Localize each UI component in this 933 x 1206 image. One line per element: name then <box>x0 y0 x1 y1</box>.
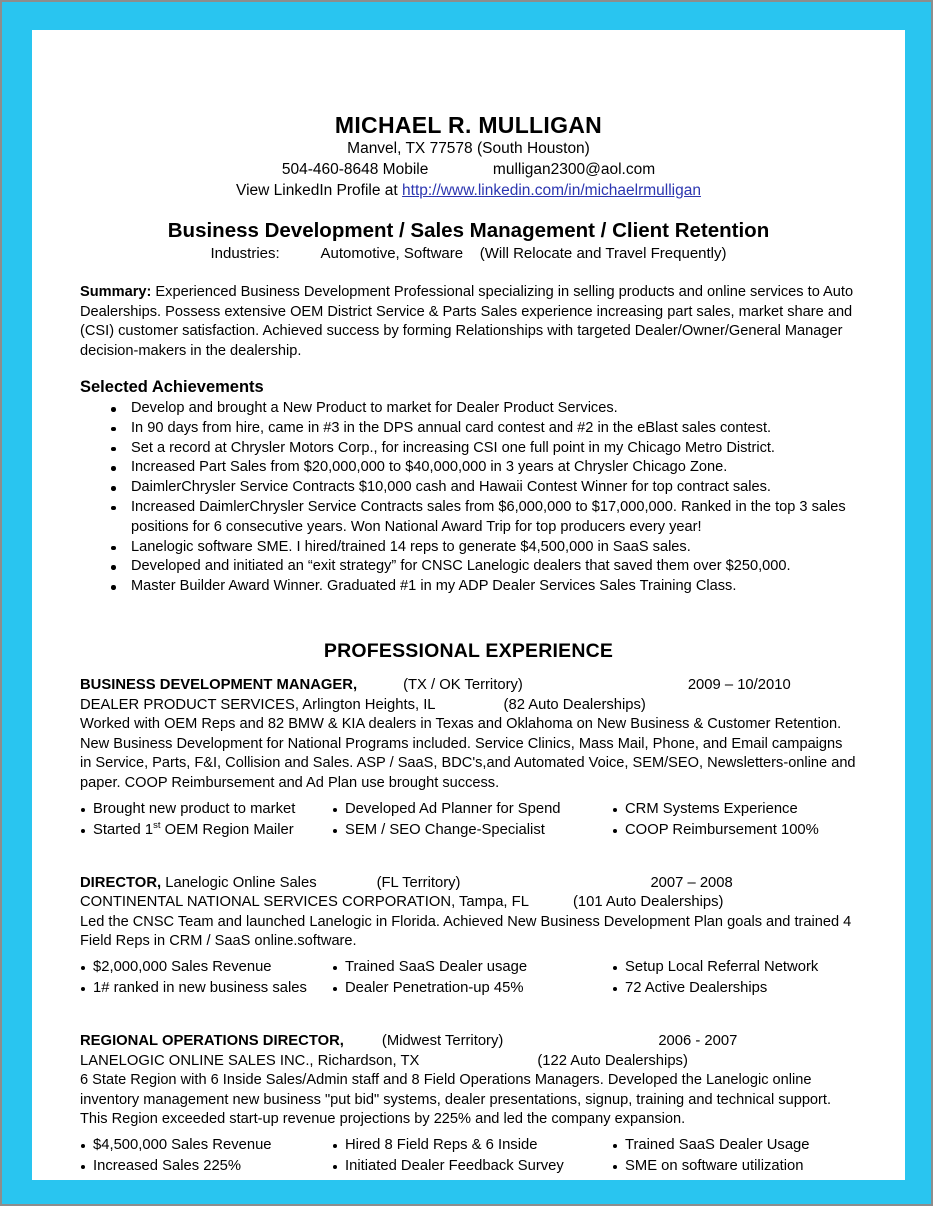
list-item: Increased Part Sales from $20,000,000 to $40,000,000 in 3 years at Chrysler Chicago Zone. <box>80 458 857 478</box>
summary-paragraph <box>80 283 857 361</box>
highlight-item: Initiated Dealer Feedback Survey <box>332 1156 612 1178</box>
job-highlights <box>80 1135 857 1178</box>
linkedin-line <box>80 180 857 201</box>
candidate-contact: 504-460-8648 Mobile mulligan2300@aol.com <box>281 161 656 178</box>
ordinal-suffix: st <box>153 820 161 832</box>
highlight-row <box>80 820 857 842</box>
list-item: Developed and initiated an “exit strategy” for CNSC Lanelogic dealers that saved them over $250,000. <box>80 557 857 577</box>
highlight-item: SEM / SEO Change-Specialist <box>332 820 612 842</box>
linkedin-link[interactable]: http://www.linkedin.com/in/michaelrmulligan <box>402 182 701 199</box>
highlight-item: Increased Sales 225% <box>80 1156 332 1178</box>
list-item: Lanelogic software SME. I hired/trained 14 reps to generate $4,500,000 in SaaS sales. <box>80 538 857 558</box>
achievements-heading: Selected Achievements <box>80 378 264 396</box>
job-title-line <box>80 874 857 894</box>
job-dealerships: (82 Auto Dealerships) <box>503 696 646 713</box>
highlight-item: 1# ranked in new business sales <box>80 978 332 1000</box>
job-title-rest: Lanelogic Online Sales <box>161 874 317 891</box>
job-entry <box>80 874 857 1000</box>
job-company: LANELOGIC ONLINE SALES INC., Richardson, TX <box>80 1052 420 1069</box>
highlight-item: Setup Local Referral Network <box>612 957 857 979</box>
summary-label: Summary: <box>80 284 152 300</box>
highlight-item: CRM Systems Experience <box>612 799 857 821</box>
job-title-line <box>80 676 857 696</box>
job-territory: (FL Territory) <box>376 874 461 891</box>
highlight-item: Trained SaaS Dealer usage <box>332 957 612 979</box>
list-item: Develop and brought a New Product to market for Dealer Product Services. <box>80 399 857 419</box>
list-item: Set a record at Chrysler Motors Corp., for increasing CSI one full point in my Chicago Metro District. <box>80 439 857 459</box>
job-dealerships: (101 Auto Dealerships) <box>572 894 724 911</box>
highlight-item: 72 Active Dealerships <box>612 978 857 1000</box>
candidate-name: MICHAEL R. MULLIGAN <box>334 112 603 138</box>
candidate-location: Manvel, TX 77578 (South Houston) <box>347 140 590 157</box>
job-title: BUSINESS DEVELOPMENT MANAGER, <box>80 676 358 693</box>
highlight-row <box>80 1156 857 1178</box>
list-item: In 90 days from hire, came in #3 in the DPS annual card contest and #2 in the eBlast sales contest. <box>80 419 857 439</box>
highlight-item: $2,000,000 Sales Revenue <box>80 957 332 979</box>
job-company: DEALER PRODUCT SERVICES, Arlington Heights, IL <box>80 696 436 713</box>
highlight-text-b: OEM Region Mailer <box>160 822 294 839</box>
highlight-item: Dealer Penetration-up 45% <box>332 978 612 1000</box>
job-dates: 2006 - 2007 <box>658 1032 738 1049</box>
job-highlights <box>80 957 857 1000</box>
job-description: 6 State Region with 6 Inside Sales/Admin staff and 8 Field Operations Managers. Developed the Lanelogic online inventory management new business "put bid" systems, dealer presentations, signup, training and technical support. This Region exceeded start-up revenue projections by 225% and led the company expansion. <box>80 1072 832 1128</box>
highlight-row <box>80 978 857 1000</box>
list-item: DaimlerChrysler Service Contracts $10,000 cash and Hawaii Contest Winner for top contract sales. <box>80 478 857 498</box>
job-territory: (Midwest Territory) <box>381 1032 504 1049</box>
experience-heading: PROFESSIONAL EXPERIENCE <box>323 639 614 662</box>
highlight-item: Hired 8 Field Reps & 6 Inside <box>332 1135 612 1157</box>
highlight-item <box>80 820 332 842</box>
highlight-text-a: Started 1 <box>93 822 154 839</box>
job-dates: 2009 – 10/2010 <box>687 676 791 693</box>
job-dealerships: (122 Auto Dealerships) <box>537 1052 688 1069</box>
highlight-item: Brought new product to market <box>80 799 332 821</box>
highlight-item: $4,500,000 Sales Revenue <box>80 1135 332 1157</box>
job-company-line <box>80 696 857 716</box>
highlight-item: Trained SaaS Dealer Usage <box>612 1135 857 1157</box>
job-title-line <box>80 1032 857 1052</box>
job-company-line <box>80 893 857 913</box>
job-title: REGIONAL OPERATIONS DIRECTOR, <box>80 1032 344 1049</box>
summary-text: Experienced Business Development Professional specializing in selling products and online services to Auto Dealerships. Possess extensive OEM District Service & Parts Sales experience increasing part sales, market share and (CSI) customer satisfaction. Achieved success by forming Relationships with targeted Dealer/Owner/General Manager decision-makers in the dealership. <box>80 284 854 359</box>
highlight-item: COOP Reimbursement 100% <box>612 820 857 842</box>
job-entry <box>80 676 857 842</box>
achievements-list <box>80 399 857 597</box>
job-territory: (TX / OK Territory) <box>403 676 523 693</box>
industries-line: Industries: Automotive, Software (Will Relocate and Travel Frequently) <box>210 245 727 262</box>
highlight-item: Developed Ad Planner for Spend <box>332 799 612 821</box>
highlight-item: SME on software utilization <box>612 1156 857 1178</box>
list-item: Master Builder Award Winner. Graduated #1 in my ADP Dealer Services Sales Training Class. <box>80 577 857 597</box>
linkedin-prefix: View LinkedIn Profile at <box>236 182 403 199</box>
resume-page <box>32 30 905 1180</box>
job-entry <box>80 1032 857 1178</box>
job-description: Led the CNSC Team and launched Lanelogic in Florida. Achieved New Business Development Plan goals and trained 4 Field Reps in CRM / SaaS online.software. <box>80 913 852 950</box>
highlight-row <box>80 799 857 821</box>
headline-title: Business Development / Sales Management / Client Retention <box>167 219 770 242</box>
job-description: Worked with OEM Reps and 82 BMW & KIA dealers in Texas and Oklahoma on New Business & Customer Retention. New Business Development for National Programs included. Service Clinics, Mass Mail, Phone, and Email campaigns in Service, Parts, F&I, Collision and Sales. ASP / SaaS, BDC's,and Automated Voice, SEM/SEO, Newsletters-online and paper. COOP Reimbursement and Ad Plan use brought success. <box>80 716 856 791</box>
job-highlights <box>80 799 857 842</box>
job-title: DIRECTOR, <box>80 874 162 891</box>
highlight-row <box>80 957 857 979</box>
job-dates: 2007 – 2008 <box>650 874 733 891</box>
highlight-row <box>80 1135 857 1157</box>
list-item: Increased DaimlerChrysler Service Contracts sales from $6,000,000 to $17,000,000. Ranked in the top 3 sales positions for 6 consecutive years. Won National Award Trip for top producers every year! <box>80 498 857 538</box>
job-company: CONTINENTAL NATIONAL SERVICES CORPORATION, Tampa, FL <box>80 894 529 911</box>
job-company-line <box>80 1052 857 1072</box>
